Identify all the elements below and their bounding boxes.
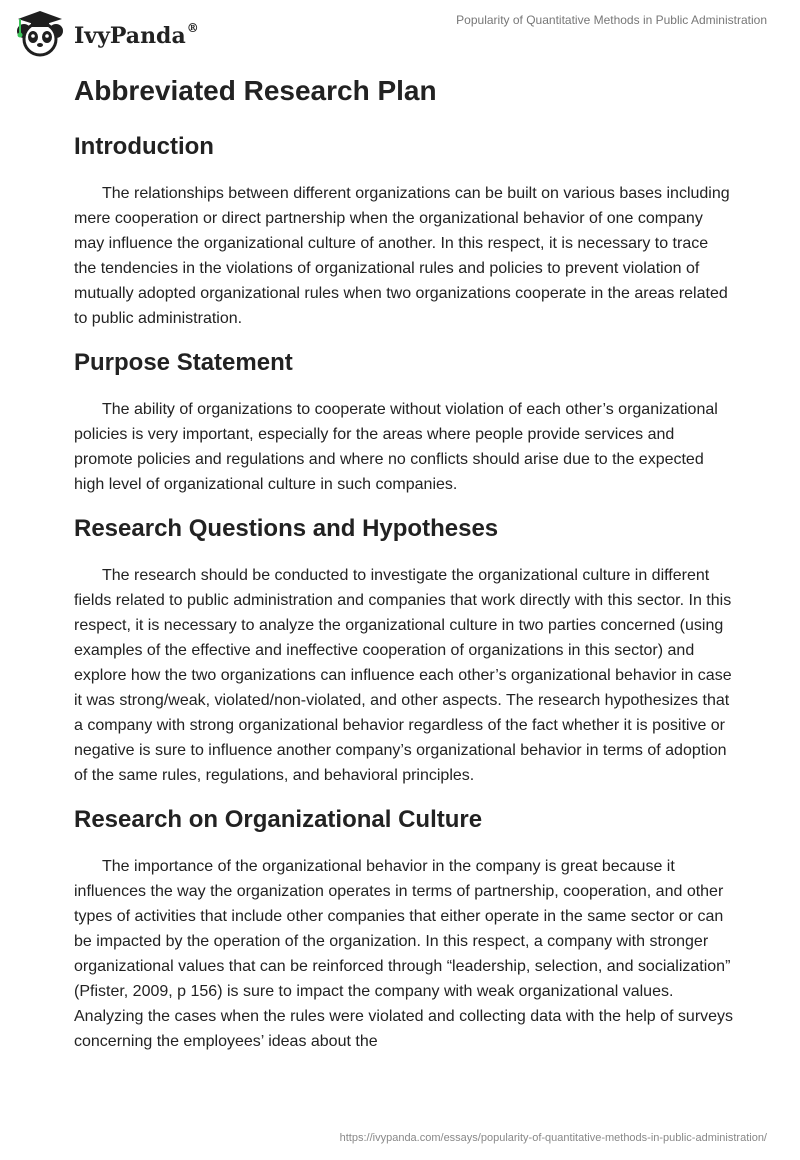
- section-body-purpose-statement: The ability of organizations to cooperate without violation of each other’s organizational policies is very important, especially for the areas where people provide services and promote policies and regulations and where no conflicts should arise due to the expected high level of organizational culture in such companies.: [74, 401, 718, 493]
- brand-wordmark: IvyPanda®: [74, 21, 199, 49]
- section-heading-research-questions: Research Questions and Hypotheses: [74, 515, 499, 542]
- section-heading-purpose-statement: Purpose Statement: [74, 349, 293, 376]
- header-document-title: Popularity of Quantitative Methods in Public Administration: [456, 13, 767, 27]
- document-title: Abbreviated Research Plan: [74, 75, 437, 106]
- section-body-organizational-culture: The importance of the organizational behavior in the company is great because it influences the way the organization operates in terms of partnership, cooperation, and other types of activities that include other companies that either operate in the same sector or can be impacted by the operation of the organization. In this respect, a company with stronger organizational values that can be reinforced through “leadership, selection, and socialization” (Pfister, 2009, p 156) is sure to impact the company with weak organizational values. Analyzing the cases when the rules were violated and collecting data with the help of surveys concerning the employees’ ideas about the: [74, 858, 734, 1050]
- ivypanda-logo[interactable]: [14, 9, 214, 61]
- section-body-research-questions: The research should be conducted to investigate the organizational culture in different fields related to public administration and companies that work directly with this sector. In this respect, it is necessary to analyze the organizational culture in two parties concerned (using examples of the effective and ineffective cooperation of organizations in this sector) and explore how the two organizations can influence each other’s organizational behavior in case it was strong/weak, violated/non-violated, and other aspects. The research hypothesizes that a company with strong organizational behavior regardless of the fact whether it is positive or negative is sure to influence another company’s organizational behavior in terms of adoption of the same rules, regulations, and behavioral principles.: [74, 567, 732, 784]
- section-heading-organizational-culture: Research on Organizational Culture: [74, 806, 483, 833]
- panda-graduate-icon: [14, 9, 70, 57]
- section-body-introduction: The relationships between different organizations can be built on various bases including mere cooperation or direct partnership when the organizational behavior of one company may influence the organizational culture of another. In this respect, it is necessary to trace the tendencies in the violations of organizational rules and policies to prevent violation of mutually adopted organizational rules when two organizations cooperate in the areas related to public administration.: [74, 185, 730, 327]
- document-content: [74, 72, 734, 1070]
- footer-source-url[interactable]: https://ivypanda.com/essays/popularity-of-quantitative-methods-in-public-administration/: [339, 1132, 767, 1144]
- section-heading-introduction: Introduction: [74, 133, 214, 160]
